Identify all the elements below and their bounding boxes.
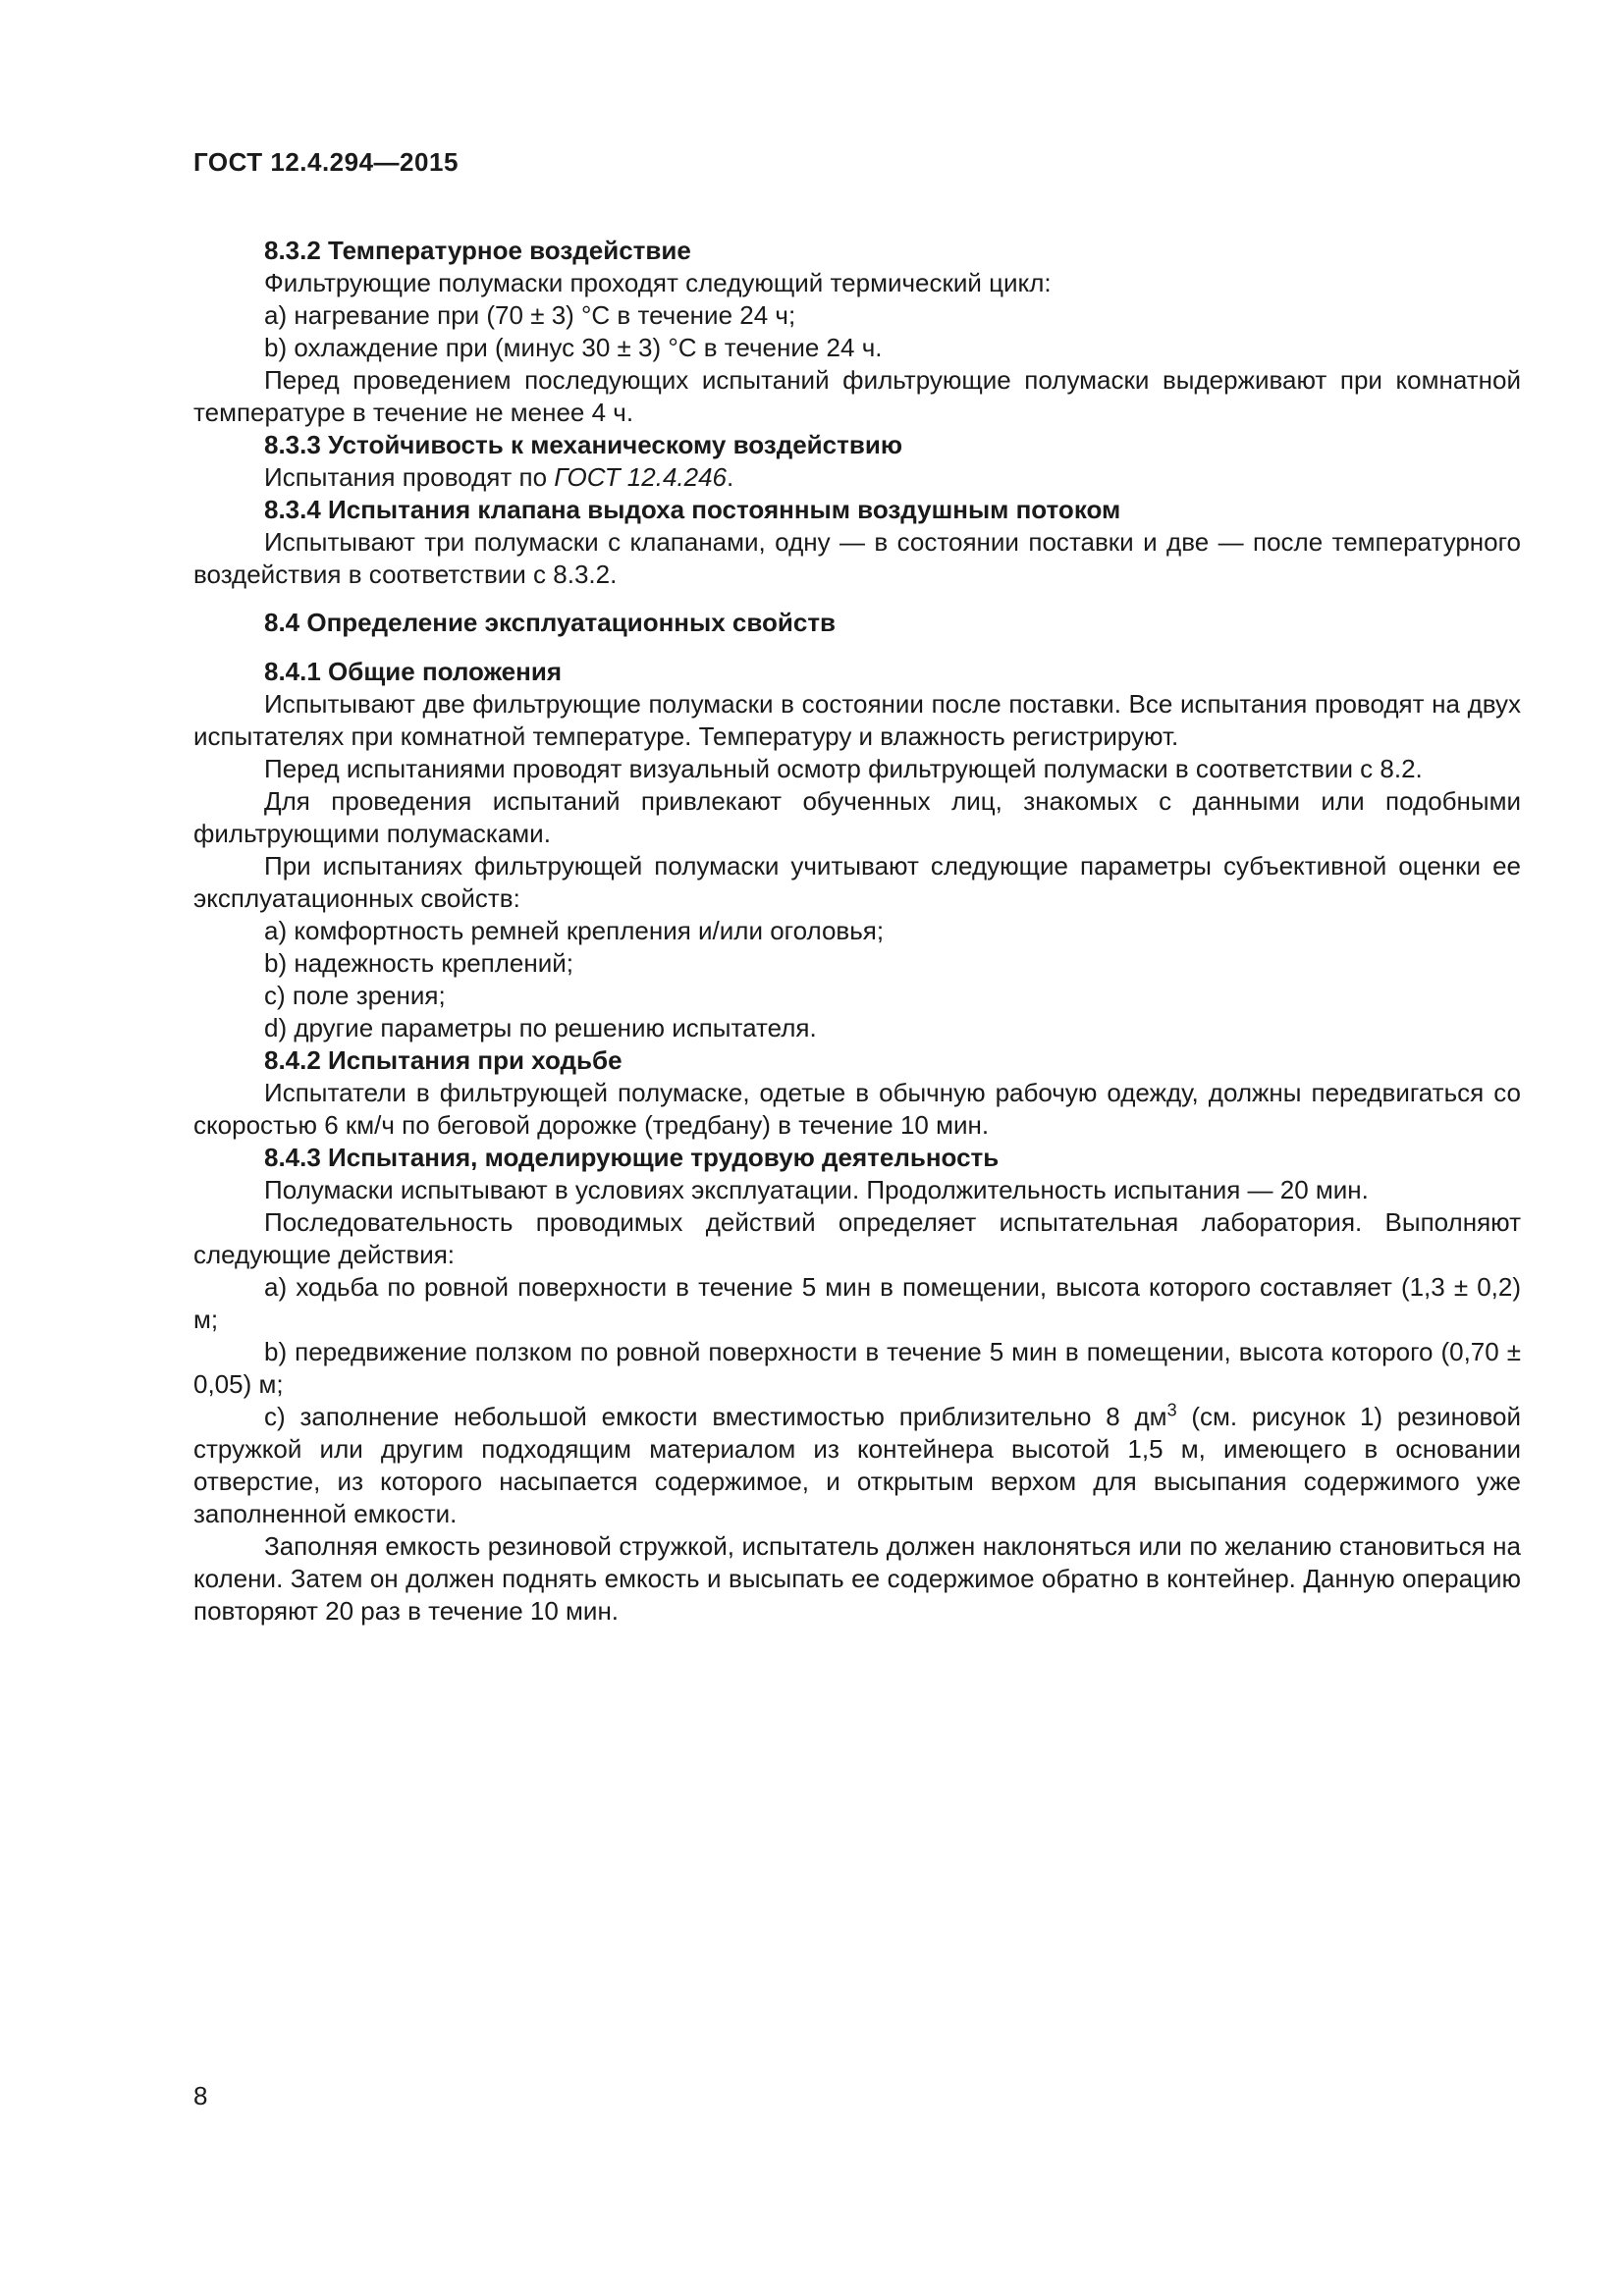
paragraph-8-3-2-1: Перед проведением последующих испытаний фильтрующие полумаски выдерживают при комнатной температуре в течение не менее 4 ч. xyxy=(193,365,1521,427)
paragraph-8-4-1-2: Перед испытаниями проводят визуальный осмотр фильтрующей полумаски в соответствии с 8.2. xyxy=(264,754,1423,783)
heading-8-3-3: 8.3.3 Устойчивость к механическому воздействию xyxy=(264,430,903,459)
list-item-8-4-1-c: c) поле зрения; xyxy=(264,981,446,1010)
document-body xyxy=(193,235,1521,1628)
document-page xyxy=(193,147,1521,1628)
paragraph-8-3-3-1 xyxy=(193,461,1521,494)
list-item-8-4-3-a: a) ходьба по ровной поверхности в течение 5 мин в помещении, высота которого составляет (1,3 ± 0,2) м; xyxy=(193,1272,1521,1334)
heading-8-4-1: 8.4.1 Общие положения xyxy=(264,657,562,686)
standard-reference: ГОСТ 12.4.246 xyxy=(554,462,728,492)
paragraph-8-4-1-1: Испытывают две фильтрующие полумаски в состоянии после поставки. Все испытания проводят на двух испытателях при комнатной температуре. Температуру и влажность регистрируют. xyxy=(193,689,1521,751)
list-item-8-4-1-a: a) комфортность ремней крепления и/или оголовья; xyxy=(264,916,885,945)
paragraph-8-4-3-1: Полумаски испытывают в условиях эксплуатации. Продолжительность испытания — 20 мин. xyxy=(264,1175,1369,1204)
list-item-8-3-2-b: b) охлаждение при (минус 30 ± 3) °С в течение 24 ч. xyxy=(264,333,883,362)
paragraph-8-3-3-prefix: Испытания проводят по xyxy=(264,462,555,492)
list-item-8-4-1-d: d) другие параметры по решению испытателя. xyxy=(264,1013,817,1042)
paragraph-8-4-1-3: Для проведения испытаний привлекают обученных лиц, знакомых с данными или подобными фильтрующими полумасками. xyxy=(193,786,1521,848)
paragraph-8-4-3-3: Заполняя емкость резиновой стружкой, испытатель должен наклоняться или по желанию становиться на колени. Затем он должен поднять емкость и высыпать ее содержимое обратно в контейнер. Данную операцию повторяют 20 раз в течение 10 мин. xyxy=(193,1531,1521,1626)
paragraph-8-4-3-2: Последовательность проводимых действий определяет испытательная лаборатория. Выполняют следующие действия: xyxy=(193,1207,1521,1269)
list-item-8-4-3-b: b) передвижение ползком по ровной поверхности в течение 5 мин в помещении, высота которого (0,70 ± 0,05) м; xyxy=(193,1337,1521,1399)
page-number: 8 xyxy=(193,2081,208,2110)
list-item-8-4-3-c-prefix: c) заполнение небольшой емкости вместимостью приблизительно 8 дм xyxy=(264,1402,1167,1431)
heading-8-4-2: 8.4.2 Испытания при ходьбе xyxy=(264,1045,623,1075)
heading-8-4: 8.4 Определение эксплуатационных свойств xyxy=(264,608,837,637)
heading-8-3-4: 8.3.4 Испытания клапана выдоха постоянным воздушным потоком xyxy=(264,495,1121,524)
heading-8-4-3: 8.4.3 Испытания, моделирующие трудовую деятельность xyxy=(264,1143,1000,1172)
paragraph-8-3-4-1: Испытывают три полумаски с клапанами, одну — в состоянии поставки и две — после температурного воздействия в соответствии с 8.3.2. xyxy=(193,527,1521,589)
list-item-8-4-3-c xyxy=(193,1401,1521,1530)
paragraph-8-3-2-intro: Фильтрующие полумаски проходят следующий термический цикл: xyxy=(264,268,1052,297)
superscript-exponent: 3 xyxy=(1166,1400,1177,1420)
list-item-8-4-1-b: b) надежность креплений; xyxy=(264,948,574,978)
list-item-8-4-3-c-suffix: (см. рисунок 1) резиновой стружкой или другим подходящим материалом из контейнера высотой 1,5 м, имеющего в основании отверстие, из которого насыпается содержимое, и открытым верхом для высыпания содержимого уже заполненной емкости. xyxy=(193,1402,1522,1528)
paragraph-8-4-1-4: При испытаниях фильтрующей полумаски учитывают следующие параметры субъективной оценки ее эксплуатационных свойств: xyxy=(193,851,1521,913)
heading-8-3-2: 8.3.2 Температурное воздействие xyxy=(264,236,691,265)
document-id-header: ГОСТ 12.4.294—2015 xyxy=(193,147,459,177)
paragraph-8-3-3-suffix: . xyxy=(727,462,734,492)
paragraph-8-4-2-1: Испытатели в фильтрующей полумаске, одетые в обычную рабочую одежду, должны передвигаться со скоростью 6 км/ч по беговой дорожке (тредбану) в течение 10 мин. xyxy=(193,1078,1521,1140)
list-item-8-3-2-a: a) нагревание при (70 ± 3) °С в течение 24 ч; xyxy=(264,300,796,330)
